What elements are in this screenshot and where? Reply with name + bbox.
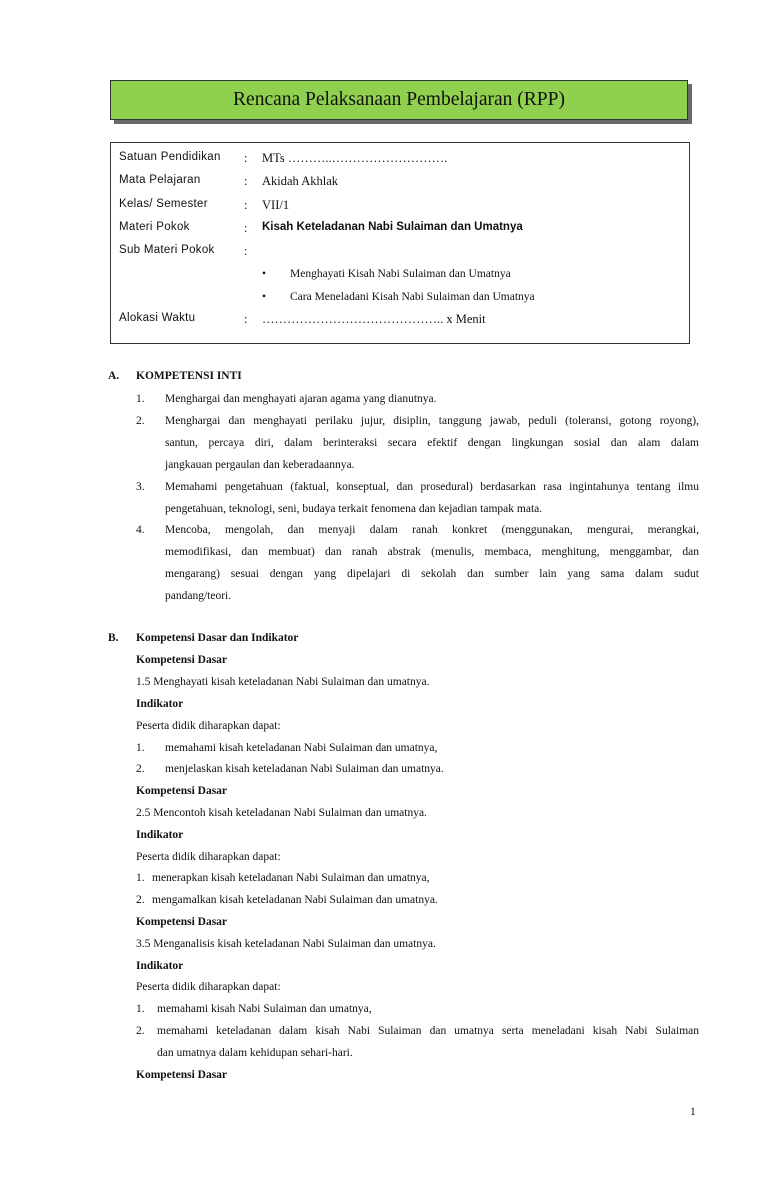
bullet-icon: • — [262, 291, 267, 303]
indikator-item: menerapkan kisah keteladanan Nabi Sulaiman dan umatnya, — [152, 872, 430, 884]
label-kelas: Kelas/ Semester — [119, 198, 208, 210]
ki-line: Menghargai dan menghayati perilaku jujur, disiplin, tanggung jawab, peduli (toleransi, gotong royong), — [165, 415, 699, 427]
section-b-heading: Kompetensi Dasar dan Indikator — [136, 632, 299, 644]
bullet-icon: • — [262, 268, 267, 280]
section-b-letter: B. — [108, 632, 119, 644]
ki-line: pengetahuan, teknologi, seni, budaya terkait fenomena dan kejadian tampak mata. — [165, 503, 543, 515]
ki-line: pandang/teori. — [165, 590, 232, 602]
indikator-label: Indikator — [136, 829, 184, 841]
kd-label: Kompetensi Dasar — [136, 785, 228, 797]
kd-text: 1.5 Menghayati kisah keteladanan Nabi Sulaiman dan umatnya. — [136, 676, 430, 688]
label-materi: Materi Pokok — [119, 221, 190, 233]
section-a-heading: KOMPETENSI INTI — [136, 370, 242, 382]
kd-label: Kompetensi Dasar — [136, 916, 228, 928]
value-materi: Kisah Keteladanan Nabi Sulaiman dan Umatnya — [262, 221, 523, 233]
ki-line: Memahami pengetahuan (faktual, konseptual, dan prosedural) berdasarkan rasa ingintahunya tentang ilmu — [165, 481, 699, 493]
indikator-intro: Peserta didik diharapkan dapat: — [136, 981, 281, 993]
identity-table: Satuan Pendidikan : MTs ………..………………………. Mata Pelajaran : Akidah Akhlak Kelas/ Semester : VII/1 Materi Pokok : Kisah Keteladanan Nabi Sulaiman dan Umatnya Sub Materi Pokok : • Menghayati Kisah Nabi Sulaiman dan Umatnya • Cara Meneladani Kisah Nabi Sulaiman dan Umatnya Alokasi Waktu : …………………………………….. x Menit — [110, 142, 690, 344]
indikator-item: memahami kisah keteladanan Nabi Sulaiman dan umatnya, — [165, 742, 438, 754]
value-kelas: VII/1 — [262, 198, 290, 212]
indikator-number: 2. — [136, 763, 145, 775]
ki-number: 2. — [136, 415, 145, 427]
indikator-label: Indikator — [136, 698, 184, 710]
ki-line: santun, percaya diri, dalam berinteraksi secara efektif dengan lingkungan sosial dan alam dalam — [165, 437, 699, 449]
ki-line: mengarang) sesuai dengan yang dipelajari di sekolah dan sumber lain yang sama dalam sudut — [165, 568, 699, 580]
ki-number: 1. — [136, 393, 145, 405]
indikator-item: memahami keteladanan dalam kisah Nabi Sulaiman dan umatnya serta meneladani kisah Nabi Sulaiman — [157, 1025, 699, 1037]
indikator-number: 2. — [136, 1025, 145, 1037]
kd-label: Kompetensi Dasar — [136, 1069, 228, 1081]
indikator-label: Indikator — [136, 960, 184, 972]
indikator-intro: Peserta didik diharapkan dapat: — [136, 851, 281, 863]
ki-line: Mencoba, mengolah, dan menyaji dalam ranah konkret (menggunakan, mengurai, merangkai, — [165, 524, 699, 536]
label-submateri: Sub Materi Pokok — [119, 244, 215, 256]
indikator-number: 1. — [136, 872, 145, 884]
value-alokasi: …………………………………….. x Menit — [262, 312, 486, 326]
indikator-item: dan umatnya dalam kehidupan sehari-hari. — [157, 1047, 353, 1059]
label-satuan: Satuan Pendidikan — [119, 151, 221, 163]
kd-text: 3.5 Menganalisis kisah keteladanan Nabi Sulaiman dan umatnya. — [136, 938, 436, 950]
value-satuan: MTs ………..………………………. — [262, 151, 448, 165]
document-title: Rencana Pelaksanaan Pembelajaran (RPP) — [110, 80, 688, 120]
indikator-item: mengamalkan kisah keteladanan Nabi Sulaiman dan umatnya. — [152, 894, 438, 906]
ki-line: memodifikasi, dan membuat) dan ranah abstrak (menulis, membaca, menghitung, menggambar, dan — [165, 546, 699, 558]
ki-line: Menghargai dan menghayati ajaran agama yang dianutnya. — [165, 393, 437, 405]
section-a-letter: A. — [108, 370, 120, 382]
indikator-intro: Peserta didik diharapkan dapat: — [136, 720, 281, 732]
indikator-number: 1. — [136, 1003, 145, 1015]
label-alokasi: Alokasi Waktu — [119, 312, 196, 324]
indikator-item: memahami kisah Nabi Sulaiman dan umatnya, — [157, 1003, 372, 1015]
ki-line: jangkauan pergaulan dan keberadaannya. — [165, 459, 355, 471]
indikator-number: 1. — [136, 742, 145, 754]
kd-label: Kompetensi Dasar — [136, 654, 228, 666]
kd-text: 2.5 Mencontoh kisah keteladanan Nabi Sulaiman dan umatnya. — [136, 807, 427, 819]
ki-number: 4. — [136, 524, 145, 536]
value-mapel: Akidah Akhlak — [262, 174, 339, 188]
indikator-number: 2. — [136, 894, 145, 906]
page-number: 1 — [690, 1106, 696, 1118]
ki-number: 3. — [136, 481, 145, 493]
label-mapel: Mata Pelajaran — [119, 174, 201, 186]
indikator-item: menjelaskan kisah keteladanan Nabi Sulaiman dan umatnya. — [165, 763, 444, 775]
